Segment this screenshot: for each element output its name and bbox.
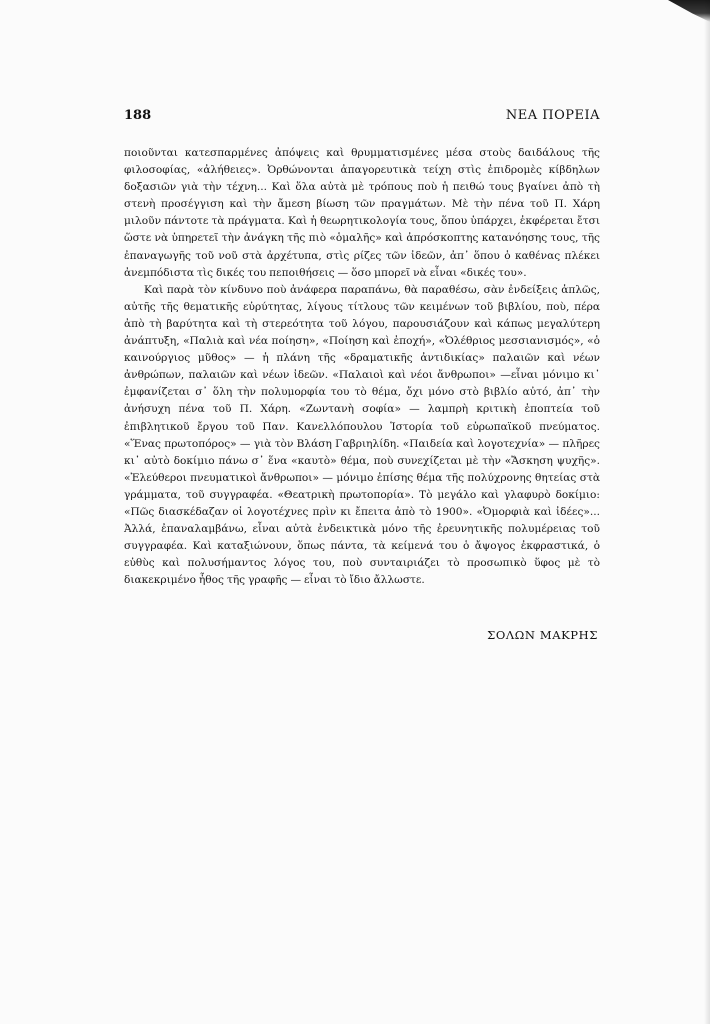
page-number: 188 (124, 108, 152, 123)
page-header (124, 108, 600, 128)
page-corner-shadow (650, 0, 710, 22)
author-signature: ΣΟΛΩΝ ΜΑΚΡΗΣ (487, 628, 598, 642)
paragraph: ποιοῦνται κατεσπαρμένες ἀπόψεις καὶ θρυμματισμένες μέσα στοὺς δαιδάλους τῆς φιλοσοφίας, «ἀλήθειες». Ὀρθώνονται ἀπαγορευτικὰ τείχη στὶς ἐπιδρομὲς κίβδηλων δοξασιῶν γιὰ τὴν τέχνη... Καὶ ὅλα αὐτὰ μὲ τρόπους ποὺ ἡ πειθώ τους βγαίνει ἀπὸ τὴ στενὴ προσέγγιση καὶ τὴν ἄμεση βίωση τῶν πραγμάτων. Μὲ τὴν πένα τοῦ Π. Χάρη μιλοῦν πάντοτε τὰ πράγματα. Καὶ ἡ θεωρητικολογία τους, ὅπου ὑπάρχει, ἐκφέρεται ἔτσι ὥστε νὰ ὑπηρετεῖ τὴν ἀνάγκη τῆς πιὸ «ὁμαλῆς» καὶ ἀπρόσκοπτης κατανόησης τους, τῆς ἐπαναγωγῆς τοῦ νοῦ στὰ ἀρχέτυπα, στὶς ρίζες τῶν ἰδεῶν, ἀπ᾿ ὅπου ὁ καθένας πλέκει ἀνεμπόδιστα τὶς δικές του πεποιθήσεις — ὅσο μπορεῖ νὰ εἶναι «δικές του». (124, 147, 600, 279)
paragraph: Καὶ παρὰ τὸν κίνδυνο ποὺ ἀνάφερα παραπάνω, θὰ παραθέσω, σὰν ἐνδείξεις ἁπλῶς, αὐτῆς τῆς θεματικῆς εὐρύτητας, λίγους τίτλους τῶν κειμένων τοῦ βιβλίου, ποὺ, πέρα ἀπὸ τὴ βαρύτητα καὶ τὴ στερεότητα τοῦ λόγου, παρουσιάζουν καὶ κάπως μεγαλύτερη ἀνάπτυξη, «Παλιὰ καὶ νέα ποίηση», «Ποίηση καὶ ἐποχή», «Ὀλέθριος μεσσιανισμός», «ὁ καινούργιος μῦθος» — ἡ πλάνη τῆς «δραματικῆς ἀντιδικίας» παλαιῶν καὶ νέων ἀνθρώπων, παλαιῶν καὶ νέων ἰδεῶν. «Παλαιοὶ καὶ νέοι ἄνθρωποι» —εἶναι μόνιμο κι᾿ ἐμφανίζεται σ᾿ ὅλη τὴν πολυμορφία του τὸ θέμα, ὄχι μόνο στὸ βιβλίο αὐτό, ἀπ᾿ τὴν ἀνήσυχη πένα τοῦ Π. Χάρη. «Ζωντανὴ σοφία» — λαμπρὴ κριτικὴ ἐποπτεία τοῦ ἐπιβλητικοῦ ἔργου τοῦ Παν. Κανελλόπουλου Ἱστορία τοῦ εὐρωπαϊκοῦ πνεύματος. «Ἕνας πρωτοπόρος» — γιὰ τὸν Βλάση Γαβριηλίδη. «Παιδεία καὶ λογοτεχνία» — πλῆρες κι᾿ αὐτὸ δοκίμιο πάνω σ᾿ ἕνα «καυτὸ» θέμα, ποὺ συνεχίζεται μὲ τὴν «Ἄσκηση ψυχῆς». «Ἐλεύθεροι πνευματικοὶ ἄνθρωποι» — μόνιμο ἐπίσης θέμα τῆς πολύχρονης θητείας στὰ γράμματα, τοῦ συγγραφέα. «Θεατρικὴ πρωτοπορία». Τὸ μεγάλο καὶ γλαφυρὸ δοκίμιο: «Πῶς διασκέδαζαν οἱ λογοτέχνες πρὶν κι ἔπειτα ἀπὸ τὸ 1900». «Ὀμορφιὰ καὶ ἰδέες»... Ἀλλά, ἐπαναλαμβάνω, εἶναι αὐτὰ ἐνδεικτικὰ μόνο τῆς ἐρευνητικῆς πολυμέρειας τοῦ συγγραφέα. Καὶ καταξιώνουν, ὅπως πάντα, τὰ κείμενά του ὁ ἄψογος ἐκφραστικά, ὁ εὐθὺς καὶ πολυσήμαντος λόγος του, ποὺ συνταιριάζει τὸ προσωπικὸ ὕφος μὲ τὸ διακεκριμένο ἦθος τῆς γραφῆς — εἶναι τὸ ἴδιο ἄλλωστε. (124, 283, 600, 587)
page-edge-shadow (704, 0, 710, 1024)
body-text (124, 145, 600, 589)
running-head: ΝΕΑ ΠΟΡΕΙΑ (505, 108, 600, 123)
